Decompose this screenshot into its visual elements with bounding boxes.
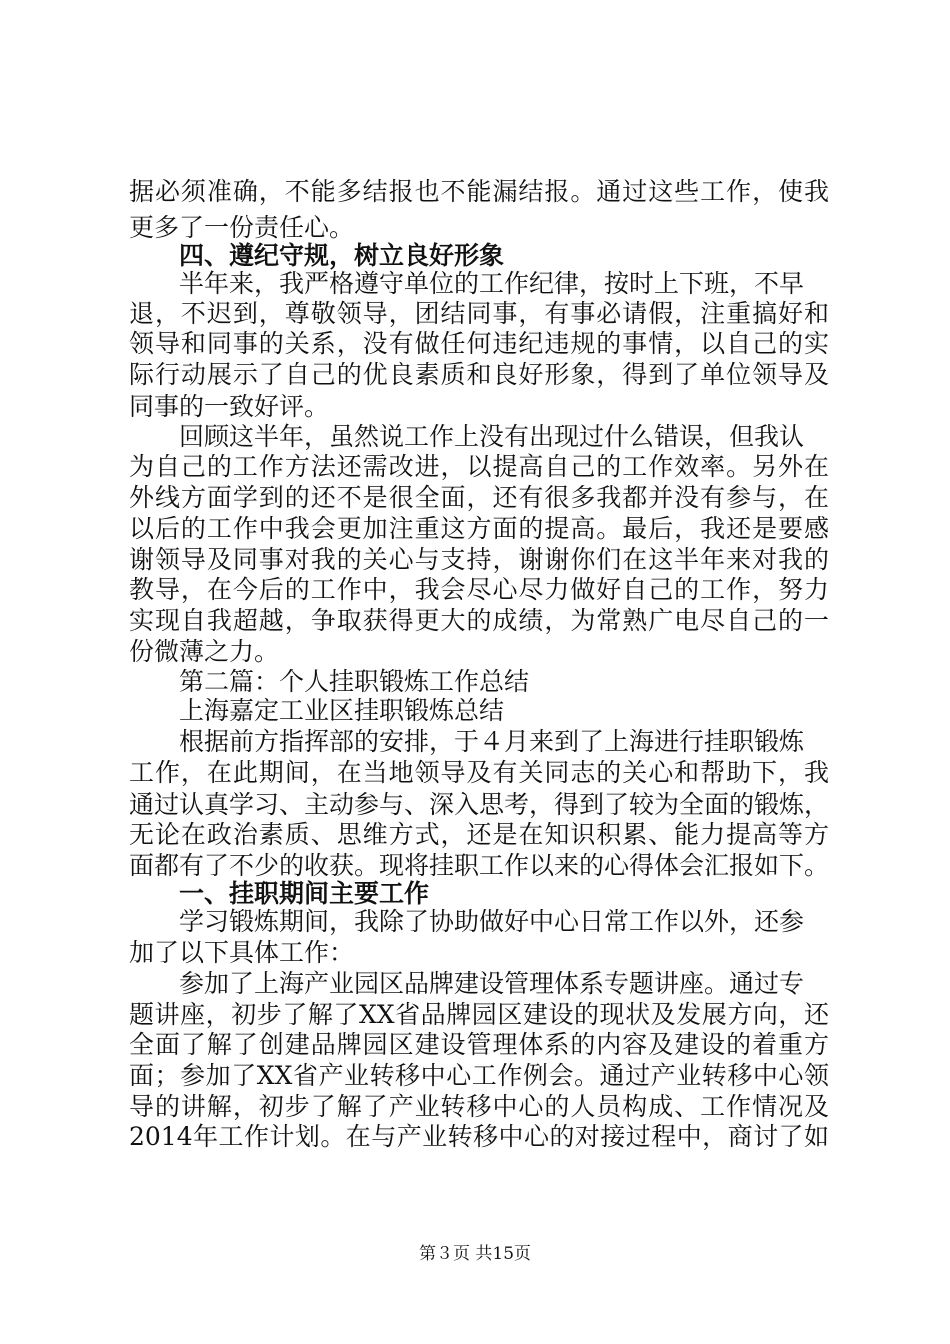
text-line: 全面了解了创建品牌园区建设管理体系的内容及建设的着重方	[129, 1030, 829, 1059]
text-line: 外线方面学到的还不是很全面，还有很多我都并没有参与，在	[129, 483, 829, 512]
text-line: 份微薄之力。	[129, 637, 280, 666]
page-number-footer: 第３页 共15页	[418, 1244, 532, 1264]
text-line: 根据前方指挥部的安排，于４月来到了上海进行挂职锻炼	[179, 727, 805, 756]
text-line: 回顾这半年，虽然说工作上没有出现过什么错误，但我认	[179, 422, 805, 451]
text-line: 谢领导及同事对我的关心与支持，谢谢你们在这半年来对我的	[129, 545, 829, 574]
text-line: 2014年工作计划。在与产业转移中心的对接过程中，商讨了如	[129, 1122, 829, 1151]
section-heading: 一、挂职期间主要工作	[179, 879, 430, 908]
text-line: 据必须准确，不能多结报也不能漏结报。通过这些工作，使我	[129, 177, 829, 206]
text-line: 以后的工作中我会更加注重这方面的提高。最后，我还是要感	[129, 514, 829, 543]
text-line: 更多了一份责任心。	[129, 213, 355, 242]
text-line: 导的讲解，初步了解了产业转移中心的人员构成、工作情况及	[129, 1092, 829, 1121]
text-line: 同事的一致好评。	[129, 392, 330, 421]
text-line: 无论在政治素质、思维方式，还是在知识积累、能力提高等方	[129, 820, 829, 849]
text-line: 半年来，我严格遵守单位的工作纪律，按时上下班，不早	[179, 269, 805, 298]
chapter-title: 第二篇：个人挂职锻炼工作总结	[179, 667, 530, 696]
text-line: 加了以下具体工作：	[129, 938, 355, 967]
text-line: 参加了上海产业园区品牌建设管理体系专题讲座。通过专	[179, 969, 805, 998]
text-line: 面都有了不少的收获。现将挂职工作以来的心得体会汇报如下。	[129, 851, 830, 880]
text-line: 领导和同事的关系，没有做任何违纪违规的事情，以自己的实	[129, 329, 829, 358]
section-heading: 四、遵纪守规，树立良好形象	[179, 241, 505, 270]
text-line: 学习锻炼期间，我除了协助做好中心日常工作以外，还参	[179, 907, 805, 936]
text-line: 际行动展示了自己的优良素质和良好形象，得到了单位领导及	[129, 360, 829, 389]
text-line: 实现自我超越，争取获得更大的成绩，为常熟广电尽自己的一	[129, 606, 829, 635]
text-line: 面；参加了XX省产业转移中心工作例会。通过产业转移中心领	[129, 1061, 829, 1090]
text-line: 题讲座，初步了解了XX省品牌园区建设的现状及发展方向，还	[129, 1000, 829, 1029]
text-line: 教导，在今后的工作中，我会尽心尽力做好自己的工作，努力	[129, 575, 829, 604]
text-line: 为自己的工作方法还需改进，以提高自己的工作效率。另外在	[129, 452, 829, 481]
text-line: 退，不迟到，尊敬领导，团结同事，有事必请假，注重搞好和	[129, 299, 829, 328]
text-line: 通过认真学习、主动参与、深入思考，得到了较为全面的锻炼，	[129, 790, 830, 819]
text-line: 工作，在此期间，在当地领导及有关同志的关心和帮助下，我	[129, 758, 829, 787]
subtitle: 上海嘉定工业区挂职锻炼总结	[179, 696, 505, 725]
